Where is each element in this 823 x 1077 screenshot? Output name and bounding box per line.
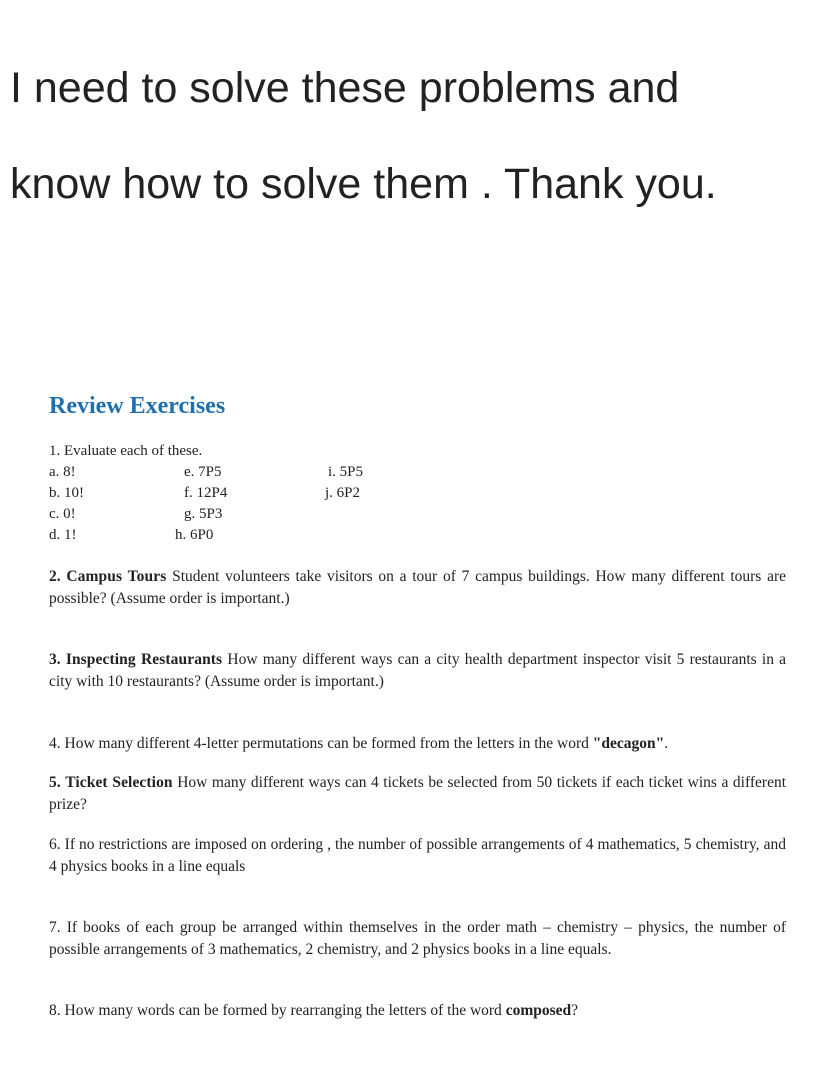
problem-5	[49, 772, 786, 816]
problem-3-number: 3.	[49, 651, 61, 668]
problem-5-number: 5.	[49, 774, 61, 791]
problem-8-word: composed	[505, 1002, 572, 1019]
problem-3-text: How many different ways can a city health department inspector visit 5 restaurants in a city with 10 restaurants? (Assume order is important.)	[49, 651, 787, 690]
problem-2	[49, 566, 786, 610]
exercise-1-item-f: f. 12P4	[184, 485, 228, 501]
exercise-1-item-e: e. 7P5	[184, 464, 222, 480]
question-line-1: I need to solve these problems and	[10, 64, 680, 112]
exercise-1-item-j: j. 6P2	[325, 485, 361, 501]
exercise-1-item-b: b. 10!	[49, 485, 84, 501]
problem-4-end: .	[664, 735, 669, 752]
problem-6	[49, 834, 786, 878]
exercise-1-item-g: g. 5P3	[184, 506, 223, 522]
exercise-1-item-d: d. 1!	[49, 527, 77, 543]
problem-5-text: How many different ways can 4 tickets be selected from 50 tickets if each ticket wins a different prize?	[49, 774, 787, 813]
exercise-1-item-a: a. 8!	[49, 464, 76, 480]
problem-8-end: ?	[571, 1002, 579, 1019]
problem-2-title: Campus Tours	[66, 568, 167, 585]
problem-8	[49, 1000, 786, 1022]
exercise-1-item-h: h. 6P0	[175, 527, 214, 543]
problem-8-text: 8. How many words can be formed by rearranging the letters of the word	[49, 1002, 502, 1019]
section-title: Review Exercises	[49, 393, 226, 419]
problem-4	[49, 733, 786, 755]
problem-7-text: 7. If books of each group be arranged within themselves in the order math – chemistry – physics, the number of possible arrangements of 3 mathematics, 2 chemistry, and 2 physics books in a line equals.	[49, 919, 786, 958]
exercise-1-item-i: i. 5P5	[328, 464, 364, 480]
problem-6-text: 6. If no restrictions are imposed on ordering , the number of possible arrangements of 4 mathematics, 5 chemistry, and 4 physics books in a line equals	[49, 836, 786, 875]
problem-7	[49, 917, 786, 961]
problem-2-number: 2.	[49, 568, 61, 585]
problem-2-text: Student volunteers take visitors on a tour of 7 campus buildings. How many different tours are possible? (Assume order is important.)	[49, 568, 786, 607]
problem-3-title: Inspecting Restaurants	[65, 651, 223, 668]
problem-4-text: 4. How many different 4-letter permutations can be formed from the letters in the word	[49, 735, 589, 752]
question-line-2: know how to solve them . Thank you.	[10, 160, 717, 208]
exercise-1-intro: 1. Evaluate each of these.	[49, 443, 203, 459]
problem-3	[49, 649, 786, 693]
problem-5-title: Ticket Selection	[65, 774, 173, 791]
exercise-1-item-c: c. 0!	[49, 506, 76, 522]
problem-4-word: "decagon"	[592, 735, 665, 752]
